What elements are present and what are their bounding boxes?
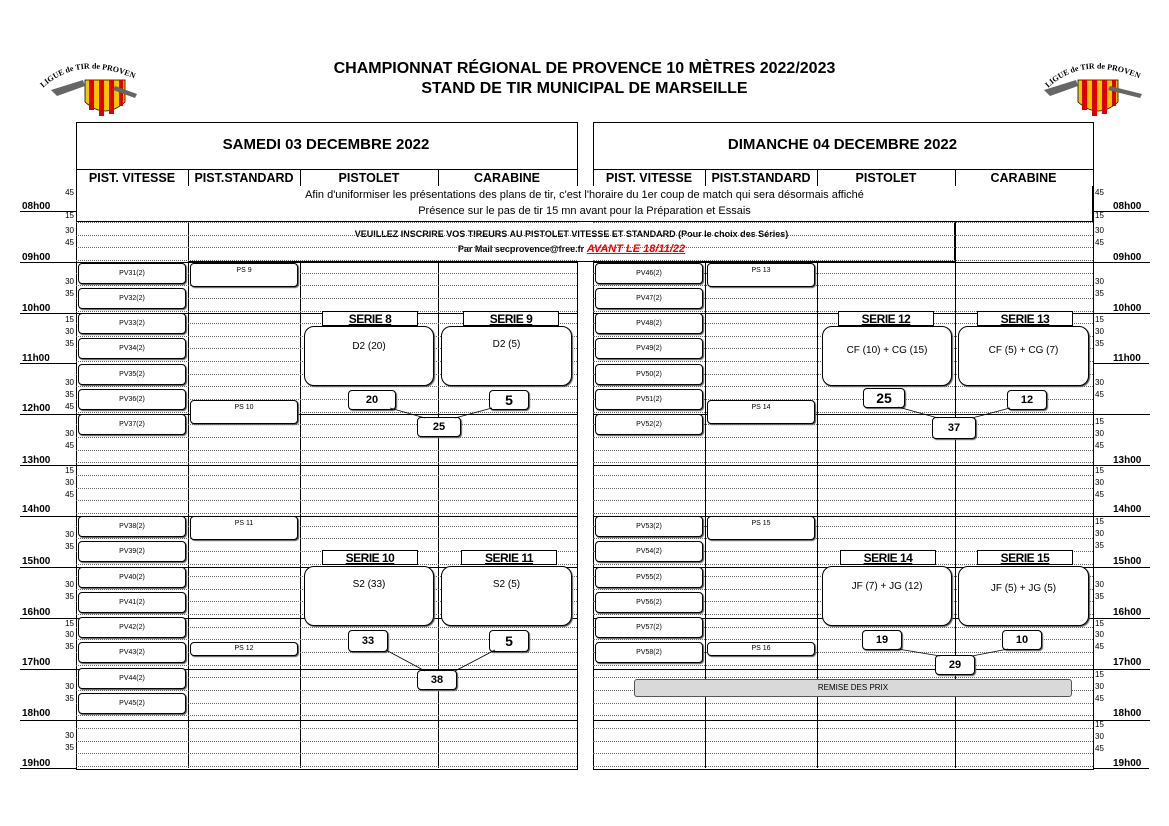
minute-label: 15	[1095, 619, 1104, 628]
pv-box: PV47(2)	[595, 288, 703, 309]
pv-box: PV43(2)	[78, 642, 186, 663]
hour-label: 10h00	[22, 303, 51, 314]
serie-content: S2 (33)	[304, 566, 434, 626]
serie-count: 5	[489, 390, 529, 410]
ps-box: PS 12	[190, 642, 298, 656]
total-count: 38	[417, 670, 457, 690]
minute-label: 35	[1095, 541, 1104, 550]
pv-box: PV41(2)	[78, 592, 186, 613]
minute-label: 30	[65, 429, 74, 438]
col-pistolet-sat: PISTOLET	[338, 171, 400, 185]
col-pist-standard-sat: PIST.STANDARD	[194, 171, 294, 185]
pv-box: PV48(2)	[595, 313, 703, 334]
award-ceremony-bar: REMISE DES PRIX	[634, 679, 1072, 697]
hour-label: 16h00	[1113, 607, 1142, 618]
serie-label: SERIE 13	[977, 311, 1073, 326]
hour-label: 14h00	[1113, 504, 1142, 515]
serie-label: SERIE 11	[461, 550, 557, 565]
minute-label: 30	[65, 478, 74, 487]
pv-box: PV32(2)	[78, 288, 186, 309]
minute-label: 30	[1095, 226, 1104, 235]
minute-label: 15	[1095, 211, 1104, 220]
serie-count: 20	[348, 390, 396, 410]
ps-box: PS 9	[190, 263, 298, 287]
minute-label: 30	[65, 277, 74, 286]
pv-box: PV58(2)	[595, 642, 703, 663]
hour-label: 19h00	[22, 758, 51, 769]
pv-box: PV33(2)	[78, 313, 186, 334]
pv-box: PV57(2)	[595, 617, 703, 638]
minute-label: 30	[1095, 529, 1104, 538]
minute-label: 30	[1095, 682, 1104, 691]
hour-label: 13h00	[1113, 455, 1142, 466]
minute-label: 35	[65, 339, 74, 348]
hour-label: 16h00	[22, 607, 51, 618]
pv-box: PV45(2)	[78, 693, 186, 714]
notice-line1: Afin d'uniformiser les présentations des plans de tir, c'est l'horaire du 1er coup de match qui sera désormais affiché	[305, 189, 864, 201]
pv-box: PV55(2)	[595, 567, 703, 588]
pv-box: PV50(2)	[595, 364, 703, 385]
minute-label: 35	[65, 592, 74, 601]
pv-box: PV31(2)	[78, 263, 186, 284]
serie-label: SERIE 14	[840, 550, 936, 565]
minute-label: 30	[1095, 478, 1104, 487]
inscription-line1: VEUILLEZ INSCRIRE VOS TIREURS AU PISTOLET VITESSE ET STANDARD (Pour le choix des Séries)	[354, 229, 789, 239]
minute-label: 15	[1095, 417, 1104, 426]
ps-box: PS 15	[707, 516, 815, 540]
minute-label: 30	[65, 378, 74, 387]
saturday-title: SAMEDI 03 DECEMBRE 2022	[222, 136, 430, 153]
minute-label: 30	[1095, 580, 1104, 589]
notice-line2: Présence sur le pas de tir 15 mn avant pour la Préparation et Essais	[418, 205, 751, 217]
serie-content: S2 (5)	[441, 566, 572, 626]
hour-label: 12h00	[22, 403, 51, 414]
minute-label: 15	[1095, 315, 1104, 324]
inscription-mail: Par Mail secprovence@free.fr	[457, 244, 585, 254]
serie-label: SERIE 10	[322, 550, 418, 565]
pv-box: PV40(2)	[78, 567, 186, 588]
minute-label: 30	[65, 327, 74, 336]
minute-label: 45	[1095, 642, 1104, 651]
pv-box: PV44(2)	[78, 668, 186, 689]
col-carabine-sat: CARABINE	[474, 171, 540, 185]
hour-label: 17h00	[22, 657, 51, 668]
minute-label: 15	[65, 315, 74, 324]
minute-label: 15	[65, 619, 74, 628]
ps-box: PS 13	[707, 263, 815, 287]
col-pist-vitesse-sun: PIST. VITESSE	[605, 171, 693, 185]
minute-label: 45	[65, 238, 74, 247]
total-count: 29	[935, 655, 975, 675]
serie-content: CF (10) + CG (15)	[822, 326, 952, 386]
serie-count: 33	[348, 630, 388, 652]
pv-box: PV34(2)	[78, 338, 186, 359]
pv-box: PV42(2)	[78, 617, 186, 638]
minute-label: 45	[65, 490, 74, 499]
minute-label: 45	[1095, 188, 1104, 197]
ps-box: PS 11	[190, 516, 298, 540]
pv-box: PV52(2)	[595, 414, 703, 435]
pv-box: PV36(2)	[78, 389, 186, 410]
minute-label: 30	[1095, 327, 1104, 336]
svg-text:LIGUE de TIR de PROVENCE: LIGUE de TIR de PROVEN	[1043, 61, 1142, 90]
minute-label: 45	[65, 188, 74, 197]
minute-label: 30	[1095, 277, 1104, 286]
ps-box: PS 16	[707, 642, 815, 656]
serie-content: CF (5) + CG (7)	[958, 326, 1089, 386]
hour-label: 11h00	[1113, 353, 1141, 364]
hour-label: 14h00	[22, 504, 51, 515]
pv-box: PV37(2)	[78, 414, 186, 435]
pv-box: PV53(2)	[595, 516, 703, 537]
minute-label: 30	[65, 682, 74, 691]
serie-count: 10	[1002, 630, 1042, 650]
minute-label: 45	[1095, 744, 1104, 753]
hour-label: 09h00	[22, 252, 51, 263]
minute-label: 45	[1095, 490, 1104, 499]
hour-label: 19h00	[1113, 758, 1142, 769]
minute-label: 15	[1095, 466, 1104, 475]
minute-label: 35	[65, 542, 74, 551]
minute-label: 30	[1095, 378, 1104, 387]
total-count: 25	[417, 417, 461, 437]
hour-label: 08h00	[1113, 201, 1142, 212]
minute-label: 45	[65, 441, 74, 450]
serie-label: SERIE 15	[977, 550, 1073, 565]
minute-label: 15	[65, 466, 74, 475]
hour-label: 18h00	[1113, 708, 1142, 719]
pv-box: PV46(2)	[595, 263, 703, 284]
hour-label: 11h00	[22, 353, 50, 364]
serie-content: JF (5) + JG (5)	[958, 566, 1089, 626]
serie-content: JF (7) + JG (12)	[822, 566, 952, 626]
total-count: 37	[932, 417, 976, 439]
minute-label: 15	[1095, 670, 1104, 679]
minute-label: 35	[65, 390, 74, 399]
minute-label: 30	[1095, 732, 1104, 741]
minute-label: 15	[1095, 720, 1104, 729]
deadline-text: AVANT LE 18/11/22	[586, 243, 686, 255]
minute-label: 45	[1095, 441, 1104, 450]
minute-label: 30	[65, 226, 74, 235]
serie-content: D2 (5)	[441, 326, 572, 386]
serie-label: SERIE 12	[838, 311, 934, 326]
minute-label: 35	[65, 642, 74, 651]
serie-content: D2 (20)	[304, 326, 434, 386]
minute-label: 45	[1095, 390, 1104, 399]
serie-count: 5	[489, 630, 529, 652]
ps-box: PS 14	[707, 400, 815, 424]
minute-label: 15	[1095, 517, 1104, 526]
svg-text:LIGUE de TIR de PROVENCE: LIGUE de TIR de PROVEN	[38, 61, 137, 90]
minute-label: 35	[1095, 289, 1104, 298]
pv-box: PV39(2)	[78, 541, 186, 562]
pv-box: PV35(2)	[78, 364, 186, 385]
serie-count: 12	[1007, 390, 1047, 410]
minute-label: 30	[65, 580, 74, 589]
col-carabine-sun: CARABINE	[990, 171, 1057, 185]
sub-title: STAND DE TIR MUNICIPAL DE MARSEILLE	[421, 80, 748, 97]
minute-label: 30	[65, 530, 74, 539]
col-pist-standard-sun: PIST.STANDARD	[711, 171, 811, 185]
serie-count: 19	[862, 630, 902, 650]
hour-label: 13h00	[22, 455, 51, 466]
minute-label: 30	[1095, 630, 1104, 639]
minute-label: 15	[65, 211, 74, 220]
pv-box: PV49(2)	[595, 338, 703, 359]
serie-count: 25	[863, 388, 905, 408]
col-pistolet-sun: PISTOLET	[855, 171, 917, 185]
pv-box: PV56(2)	[595, 592, 703, 613]
minute-label: 45	[1095, 694, 1104, 703]
col-pist-vitesse-sat: PIST. VITESSE	[88, 171, 176, 185]
minute-label: 35	[1095, 592, 1104, 601]
serie-label: SERIE 9	[463, 311, 559, 326]
minute-label: 45	[1095, 238, 1104, 247]
main-title: CHAMPIONNAT RÉGIONAL DE PROVENCE 10 MÈTRES 2022/2023	[333, 60, 836, 77]
hour-label: 15h00	[1113, 556, 1142, 567]
hour-label: 17h00	[1113, 657, 1142, 668]
hour-label: 15h00	[22, 556, 51, 567]
minute-label: 30	[65, 630, 74, 639]
minute-label: 30	[65, 731, 74, 740]
hour-label: 08h00	[22, 201, 51, 212]
minute-label: 35	[1095, 339, 1104, 348]
minute-label: 35	[65, 694, 74, 703]
sunday-title: DIMANCHE 04 DECEMBRE 2022	[727, 136, 958, 153]
minute-label: 45	[65, 402, 74, 411]
minute-label: 35	[65, 289, 74, 298]
minute-label: 30	[1095, 429, 1104, 438]
pv-box: PV51(2)	[595, 389, 703, 410]
serie-label: SERIE 8	[322, 311, 418, 326]
hour-label: 09h00	[1113, 252, 1142, 263]
hour-label: 18h00	[22, 708, 51, 719]
ps-box: PS 10	[190, 400, 298, 424]
pv-box: PV38(2)	[78, 516, 186, 537]
pv-box: PV54(2)	[595, 541, 703, 562]
hour-label: 10h00	[1113, 303, 1142, 314]
minute-label: 35	[65, 743, 74, 752]
